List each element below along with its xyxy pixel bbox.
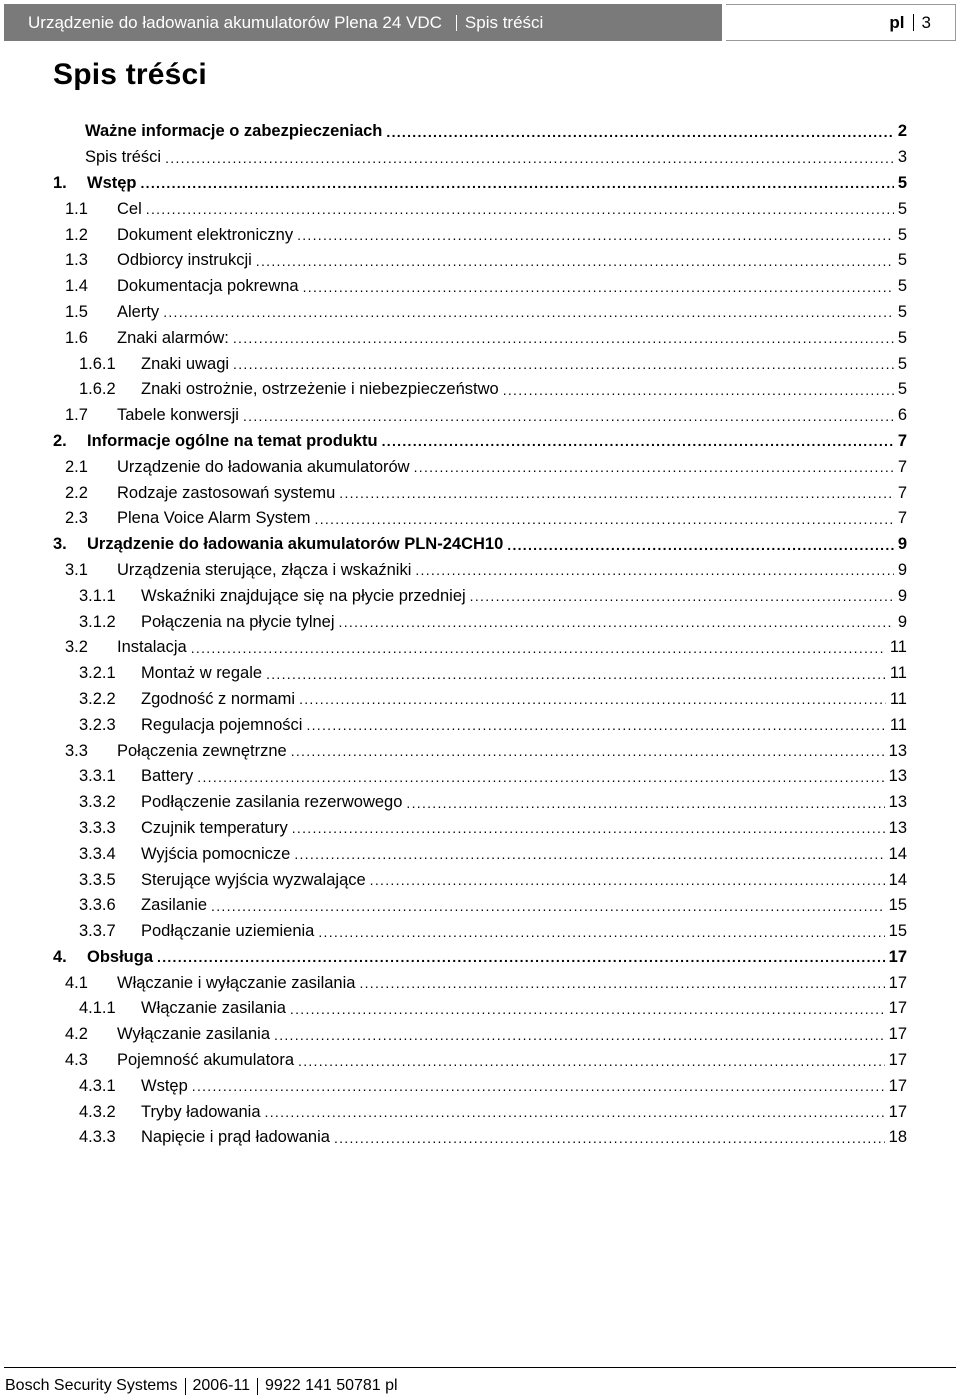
toc-entry-title: Włączanie i wyłączanie zasilania (117, 973, 356, 992)
toc-entry[interactable] (53, 945, 907, 971)
toc-entry-number: 3. (53, 535, 67, 554)
toc-entry-title: Podłączanie uziemienia (141, 922, 315, 941)
toc-entry-page: 11 (889, 715, 907, 734)
toc-entry-title: Spis tréści (85, 148, 162, 167)
toc-entry-number: 3.3 (65, 741, 88, 760)
toc-entry-number: 3.3.1 (79, 767, 116, 786)
toc-entry-page: 7 (897, 431, 907, 450)
toc-entry-title: Wyłączanie zasilania (117, 1025, 271, 1044)
toc-entry[interactable] (53, 1099, 907, 1125)
toc-dot-leader (233, 354, 894, 374)
toc-entry[interactable] (53, 1125, 907, 1151)
toc-entry-page: 5 (897, 173, 907, 192)
toc-entry-number: 1.4 (65, 277, 88, 296)
toc-dot-leader (370, 870, 885, 890)
toc-entry[interactable] (53, 119, 907, 145)
toc-entry[interactable] (53, 635, 907, 661)
toc-entry-page: 5 (897, 354, 907, 373)
toc-entry-number: 1.6.1 (79, 354, 116, 373)
toc-entry-number: 3.1.2 (79, 612, 116, 631)
toc-dot-leader (470, 586, 894, 606)
toc-entry-number: 4.3.1 (79, 1076, 116, 1095)
toc-dot-leader (157, 947, 885, 967)
footer-separator (257, 1378, 258, 1395)
toc-entry-page: 9 (897, 586, 907, 605)
toc-entry-title: Znaki ostrożnie, ostrzeżenie i niebezpieczeństwo (141, 380, 499, 399)
toc-entry-page: 7 (897, 483, 907, 502)
header-separator (456, 15, 457, 31)
toc-entry-number: 2.3 (65, 509, 88, 528)
toc-entry-title: Dokumentacja pokrewna (117, 277, 299, 296)
toc-entry-page: 15 (888, 896, 907, 915)
toc-entry-title: Ważne informacje o zabezpieczeniach (85, 122, 383, 141)
toc-entry[interactable] (53, 429, 907, 455)
toc-dot-leader (382, 431, 894, 451)
toc-dot-leader (165, 148, 894, 168)
toc-entry-title: Czujnik temperatury (141, 818, 288, 837)
toc-dot-leader (318, 922, 884, 942)
toc-dot-leader (359, 973, 884, 993)
toc-entry-page: 17 (888, 1102, 907, 1121)
toc-entry[interactable] (53, 996, 907, 1022)
toc-entry[interactable] (53, 403, 907, 429)
toc-entry-number: 3.3.4 (79, 844, 116, 863)
toc-entry-number: 4.3 (65, 1051, 88, 1070)
page-footer (5, 1377, 398, 1395)
toc-entry-page: 2 (897, 122, 907, 141)
toc-entry-title: Montaż w regale (141, 664, 263, 683)
toc-entry[interactable] (53, 583, 907, 609)
toc-entry-number: 3.1 (65, 560, 88, 579)
toc-dot-leader (243, 406, 894, 426)
toc-entry[interactable] (53, 687, 907, 713)
toc-entry-title: Sterujące wyjścia wyzwalające (141, 870, 366, 889)
toc-dot-leader (211, 896, 885, 916)
toc-dot-leader (291, 741, 885, 761)
toc-entry-title: Wyjścia pomocnicze (141, 844, 291, 863)
toc-entry-number: 1.6.2 (79, 380, 116, 399)
toc-entry-title: Znaki uwagi (141, 354, 230, 373)
toc-entry-number: 1.2 (65, 225, 88, 244)
toc-entry-page: 11 (889, 664, 907, 683)
toc-dot-leader (191, 638, 886, 658)
table-of-contents (53, 119, 907, 1151)
toc-entry-title: Tabele konwersji (117, 406, 239, 425)
toc-entry[interactable] (53, 222, 907, 248)
toc-entry-page: 7 (897, 509, 907, 528)
toc-entry[interactable] (53, 867, 907, 893)
header-section: Spis tréści (464, 12, 544, 32)
toc-dot-leader (274, 1025, 885, 1045)
toc-entry[interactable] (53, 609, 907, 635)
toc-entry-title: Włączanie zasilania (141, 999, 286, 1018)
toc-entry-title: Obsługa (87, 947, 154, 966)
toc-entry-page: 18 (888, 1128, 907, 1147)
toc-entry-page: 13 (888, 818, 907, 837)
toc-entry-page: 5 (897, 225, 907, 244)
toc-entry[interactable] (53, 738, 907, 764)
toc-entry-title: Znaki alarmów: (117, 328, 229, 347)
toc-entry-number: 3.3.7 (79, 922, 116, 941)
toc-entry[interactable] (53, 893, 907, 919)
page-header (4, 4, 956, 41)
toc-entry-page: 13 (888, 741, 907, 760)
toc-entry[interactable] (53, 351, 907, 377)
toc-entry[interactable] (53, 1022, 907, 1048)
toc-dot-leader (197, 767, 884, 787)
toc-dot-leader (415, 560, 893, 580)
toc-entry[interactable] (53, 841, 907, 867)
toc-dot-leader (141, 173, 894, 193)
toc-dot-leader (290, 999, 885, 1019)
toc-dot-leader (146, 199, 894, 219)
toc-dot-leader (306, 715, 885, 735)
toc-entry-title: Napięcie i prąd ładowania (141, 1128, 330, 1147)
toc-entry-number: 4.3.2 (79, 1102, 116, 1121)
toc-entry-page: 5 (897, 302, 907, 321)
footer-company: Bosch Security Systems (5, 1377, 178, 1394)
toc-entry-page: 9 (897, 535, 907, 554)
toc-entry-page: 11 (889, 638, 907, 657)
toc-entry[interactable] (53, 790, 907, 816)
toc-entry-page: 11 (889, 689, 907, 708)
toc-entry[interactable] (53, 300, 907, 326)
footer-date: 2006-11 (192, 1377, 251, 1394)
toc-entry-title: Wskaźniki znajdujące się na płycie przedniej (141, 586, 466, 605)
toc-entry[interactable] (53, 712, 907, 738)
page-title: Spis tréści (53, 58, 207, 91)
header-page-separator (913, 14, 914, 31)
toc-entry-number: 4. (53, 947, 67, 966)
toc-entry[interactable] (53, 248, 907, 274)
toc-entry-page: 17 (888, 947, 907, 966)
toc-entry-title: Urządzenia sterujące, złącza i wskaźniki (117, 560, 412, 579)
toc-dot-leader (298, 1051, 885, 1071)
header-page-box (726, 4, 956, 41)
toc-entry[interactable] (53, 532, 907, 558)
toc-entry-number: 3.2.1 (79, 664, 116, 683)
toc-entry-number: 3.1.1 (79, 586, 116, 605)
toc-entry-title: Połączenia na płycie tylnej (141, 612, 335, 631)
toc-entry[interactable] (53, 764, 907, 790)
toc-dot-leader (386, 122, 893, 142)
toc-entry-title: Urządzenie do ładowania akumulatorów PLN-24CH10 (87, 535, 504, 554)
toc-dot-leader (233, 328, 894, 348)
toc-dot-leader (339, 612, 894, 632)
toc-entry-page: 5 (897, 199, 907, 218)
header-title-bar (4, 4, 722, 41)
toc-entry-title: Cel (117, 199, 142, 218)
toc-entry-title: Tryby ładowania (141, 1102, 261, 1121)
toc-entry-title: Rodzaje zastosowań systemu (117, 483, 336, 502)
toc-entry-page: 9 (897, 612, 907, 631)
toc-entry[interactable] (53, 970, 907, 996)
toc-entry-page: 3 (897, 148, 907, 167)
toc-entry-title: Pojemność akumulatora (117, 1051, 295, 1070)
footer-doc-number: 9922 141 50781 pl (265, 1377, 398, 1394)
toc-dot-leader (299, 689, 886, 709)
toc-entry-title: Podłączenie zasilania rezerwowego (141, 793, 403, 812)
toc-dot-leader (292, 818, 885, 838)
toc-entry[interactable] (53, 1073, 907, 1099)
toc-entry-number: 2.2 (65, 483, 88, 502)
toc-dot-leader (256, 251, 894, 271)
toc-entry-number: 1.1 (65, 199, 88, 218)
footer-divider (4, 1367, 956, 1368)
toc-dot-leader (315, 509, 894, 529)
header-language: pl (889, 12, 905, 32)
toc-dot-leader (192, 1076, 885, 1096)
toc-entry-page: 6 (897, 406, 907, 425)
toc-entry[interactable] (53, 816, 907, 842)
toc-entry[interactable] (53, 171, 907, 197)
toc-entry-title: Alerty (117, 302, 160, 321)
toc-entry-number: 1.6 (65, 328, 88, 347)
toc-entry-title: Zgodność z normami (141, 689, 296, 708)
toc-entry-number: 1. (53, 173, 67, 192)
toc-dot-leader (334, 1128, 885, 1148)
toc-entry-page: 17 (888, 1025, 907, 1044)
toc-entry[interactable] (53, 558, 907, 584)
toc-entry-number: 2.1 (65, 457, 88, 476)
toc-entry-title: Urządzenie do ładowania akumulatorów (117, 457, 410, 476)
toc-entry-title: Battery (141, 767, 194, 786)
toc-entry-page: 7 (897, 457, 907, 476)
toc-entry[interactable] (53, 145, 907, 171)
toc-entry-number: 3.2 (65, 638, 88, 657)
toc-dot-leader (265, 1102, 885, 1122)
toc-entry[interactable] (53, 480, 907, 506)
toc-entry[interactable] (53, 325, 907, 351)
toc-dot-leader (294, 844, 884, 864)
toc-entry-number: 3.3.3 (79, 818, 116, 837)
toc-entry[interactable] (53, 377, 907, 403)
toc-dot-leader (297, 225, 894, 245)
toc-entry-title: Połączenia zewnętrzne (117, 741, 287, 760)
toc-entry-title: Odbiorcy instrukcji (117, 251, 252, 270)
header-doc-title: Urządzenie do ładowania akumulatorów Plena 24 VDC (28, 12, 442, 32)
toc-entry-page: 13 (888, 793, 907, 812)
toc-entry-number: 4.1 (65, 973, 88, 992)
toc-dot-leader (507, 535, 894, 555)
toc-entry-title: Informacje ogólne na temat produktu (87, 431, 378, 450)
toc-entry-page: 14 (888, 844, 907, 863)
toc-entry-page: 9 (897, 560, 907, 579)
toc-entry-title: Dokument elektroniczny (117, 225, 294, 244)
toc-entry-page: 13 (888, 767, 907, 786)
toc-entry-number: 4.1.1 (79, 999, 116, 1018)
toc-entry[interactable] (53, 661, 907, 687)
toc-entry[interactable] (53, 454, 907, 480)
toc-entry-page: 15 (888, 922, 907, 941)
toc-entry-page: 5 (897, 277, 907, 296)
toc-entry-number: 4.3.3 (79, 1128, 116, 1147)
toc-dot-leader (303, 277, 894, 297)
toc-entry-number: 3.2.3 (79, 715, 116, 734)
toc-dot-leader (406, 793, 884, 813)
toc-entry-page: 17 (888, 1076, 907, 1095)
toc-dot-leader (339, 483, 894, 503)
header-page-number: 3 (921, 12, 931, 32)
toc-entry-title: Wstęp (87, 173, 137, 192)
toc-entry[interactable] (53, 196, 907, 222)
toc-entry-number: 3.3.6 (79, 896, 116, 915)
toc-entry-number: 1.7 (65, 406, 88, 425)
toc-entry-page: 17 (888, 999, 907, 1018)
toc-entry-page: 17 (888, 973, 907, 992)
toc-entry-number: 3.3.5 (79, 870, 116, 889)
toc-dot-leader (163, 302, 894, 322)
toc-entry-page: 17 (888, 1051, 907, 1070)
toc-entry-title: Regulacja pojemności (141, 715, 303, 734)
toc-entry-number: 2. (53, 431, 67, 450)
toc-entry-number: 3.2.2 (79, 689, 116, 708)
toc-entry-number: 3.3.2 (79, 793, 116, 812)
toc-entry-title: Plena Voice Alarm System (117, 509, 311, 528)
toc-entry-page: 5 (897, 380, 907, 399)
toc-entry[interactable] (53, 506, 907, 532)
toc-entry-title: Instalacja (117, 638, 187, 657)
toc-entry[interactable] (53, 274, 907, 300)
toc-entry-number: 1.5 (65, 302, 88, 321)
toc-dot-leader (503, 380, 894, 400)
toc-entry-number: 1.3 (65, 251, 88, 270)
toc-entry[interactable] (53, 919, 907, 945)
toc-entry-page: 5 (897, 328, 907, 347)
toc-dot-leader (266, 664, 886, 684)
toc-entry-title: Wstęp (141, 1076, 188, 1095)
toc-entry-number: 4.2 (65, 1025, 88, 1044)
footer-separator (185, 1378, 186, 1395)
toc-entry-page: 14 (888, 870, 907, 889)
toc-dot-leader (414, 457, 894, 477)
toc-entry-title: Zasilanie (141, 896, 208, 915)
toc-entry[interactable] (53, 1048, 907, 1074)
toc-entry-page: 5 (897, 251, 907, 270)
